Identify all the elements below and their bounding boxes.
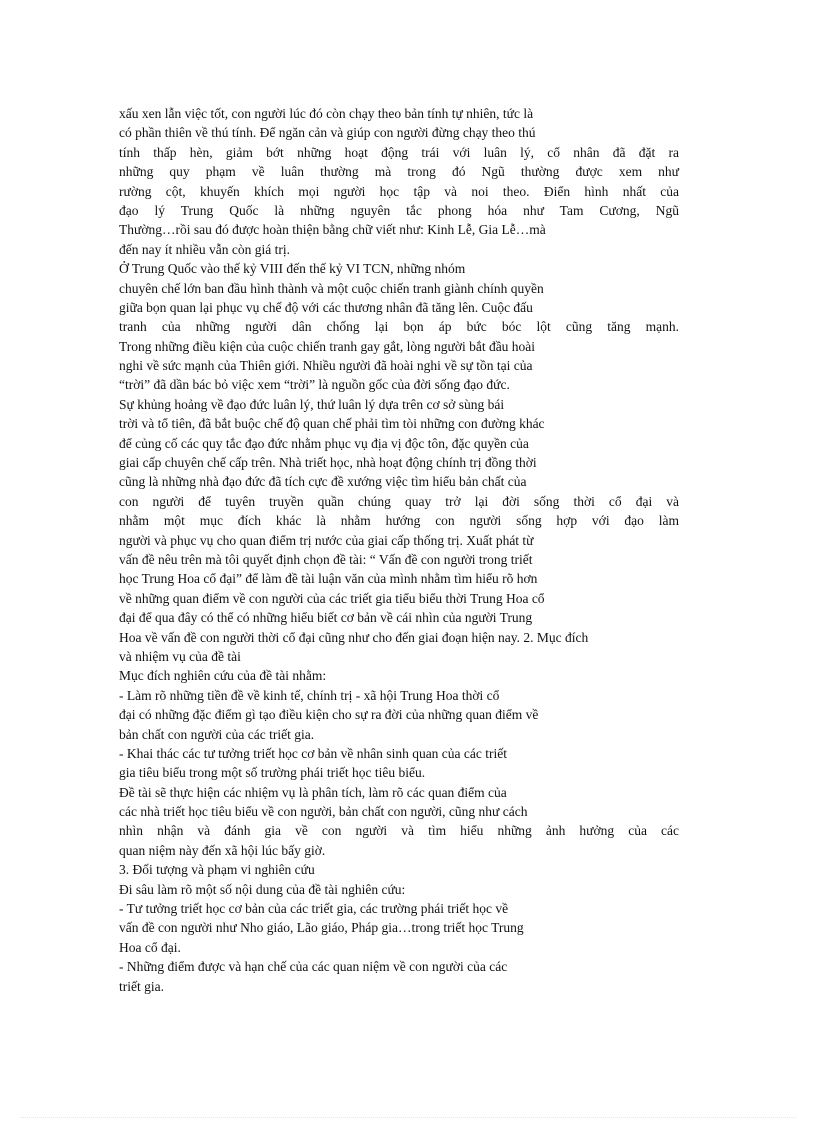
- text-line: vấn đề con người như Nho giáo, Lão giáo, Pháp gia…trong triết học Trung: [119, 920, 524, 936]
- text-line: Mục đích nghiên cứu của đề tài nhằm:: [119, 668, 327, 684]
- text-line: Đi sâu làm rõ một số nội dung của đề tài nghiên cứu:: [119, 881, 406, 897]
- text-line: đến nay ít nhiều vẫn còn giá trị.: [119, 241, 290, 257]
- text-line: đạo lý Trung Quốc là những nguyên tắc phong hóa như Tam Cương, Ngũ: [119, 202, 679, 218]
- page-bottom-divider: [20, 1117, 796, 1118]
- text-line: đại có những đặc điểm gì tạo điều kiện cho sự ra đời của những quan điểm về: [119, 707, 539, 723]
- text-line: học Trung Hoa cổ đại” để làm đề tài luận văn của mình nhằm tìm hiểu rõ hơn: [119, 571, 538, 587]
- text-line: con người để tuyên truyền quần chúng quay trở lại đời sống thời cổ đại và: [119, 493, 679, 509]
- text-line: - Tư tưởng triết học cơ bản của các triết gia, các trường phái triết học về: [119, 901, 509, 917]
- document-body-text: [119, 104, 679, 996]
- text-line: các nhà triết học tiêu biểu về con người, bản chất con người, cũng như cách: [119, 804, 528, 820]
- text-line: cũng là những nhà đạo đức đã tích cực đề xướng việc tìm hiểu bản chất của: [119, 474, 527, 490]
- text-line: về những quan điểm về con người của các triết gia tiểu biểu thời Trung Hoa cổ: [119, 590, 545, 606]
- text-line: “trời” đã dần bác bỏ việc xem “trời” là nguồn gốc của đời sống đạo đức.: [119, 377, 510, 393]
- text-line: Trong những điều kiện của cuộc chiến tranh gay gắt, lòng người bắt đầu hoài: [119, 338, 536, 354]
- text-line: triết gia.: [119, 978, 164, 994]
- text-line: Hoa cổ đại.: [119, 939, 181, 955]
- text-line: Thường…rồi sau đó được hoàn thiện bằng chữ viết như: Kinh Lễ, Gia Lễ…mà: [119, 222, 546, 238]
- text-line: có phần thiên về thú tính. Để ngăn cản và giúp con người đừng chạy theo thú: [119, 125, 536, 141]
- text-line: tính thấp hèn, giảm bớt những hoạt động trái với luân lý, cổ nhân đã đặt ra: [119, 144, 679, 160]
- text-line: trời và tổ tiên, đã bắt buộc chế độ quan chế phải tìm tòi những con đường khác: [119, 416, 545, 432]
- text-line: Đề tài sẽ thực hiện các nhiệm vụ là phân tích, làm rõ các quan điểm của: [119, 784, 507, 800]
- text-line: giữa bọn quan lại phục vụ chế độ với các thương nhân đã tăng lên. Cuộc đấu: [119, 299, 533, 315]
- text-line: giai cấp chuyên chế cấp trên. Nhà triết học, nhà hoạt động chính trị đồng thời: [119, 455, 537, 471]
- text-line: quan niệm này đến xã hội lúc bấy giờ.: [119, 842, 326, 858]
- text-line: đại để qua đây có thể có những hiểu biết cơ bản về cái nhìn của người Trung: [119, 610, 533, 626]
- text-line: - Khai thác các tư tưởng triết học cơ bản về nhân sinh quan của các triết: [119, 745, 508, 761]
- text-line: - Làm rõ những tiền đề về kinh tế, chính trị - xã hội Trung Hoa thời cổ: [119, 687, 500, 703]
- text-line: người và phục vụ cho quan điểm trị nước của giai cấp thống trị. Xuất phát từ: [119, 532, 534, 548]
- text-line: bản chất con người của các triết gia.: [119, 726, 315, 742]
- text-line: gia tiêu biểu trong một số trường phái triết học tiêu biểu.: [119, 765, 426, 781]
- text-line: vấn đề nêu trên mà tôi quyết định chọn đề tài: “ Vấn đề con người trong triết: [119, 551, 533, 567]
- text-line: xấu xen lẫn việc tốt, con người lúc đó còn chạy theo bản tính tự nhiên, tức là: [119, 106, 534, 121]
- text-line: nhìn nhận và đánh gia về con người và tìm hiểu những ảnh hưởng của các: [119, 823, 679, 839]
- text-line: chuyên chế lớn ban đầu hình thành và một cuộc chiến tranh giành chính quyền: [119, 280, 544, 296]
- text-line: những quy phạm về luân thường mà trong đó Ngũ thường được xem như: [119, 164, 679, 180]
- text-line: và nhiệm vụ của đề tài: [119, 648, 241, 664]
- text-line: Sự khủng hoảng về đạo đức luân lý, thứ luân lý dựa trên cơ sở sùng bái: [119, 396, 505, 412]
- text-line: - Những điểm được và hạn chế của các quan niệm về con người của các: [119, 959, 508, 975]
- text-line: Hoa về vấn đề con người thời cổ đại cũng như cho đến giai đoạn hiện nay. 2. Mục đích: [119, 629, 589, 645]
- text-line: 3. Đối tượng và phạm vi nghiên cứu: [119, 862, 315, 878]
- text-line: nghi về sức mạnh của Thiên giới. Nhiều người đã hoài nghi về sự tồn tại của: [119, 358, 533, 374]
- text-line: để củng cố các quy tắc đạo đức nhằm phục vụ địa vị độc tôn, đặc quyền của: [119, 435, 529, 451]
- text-line: nhằm một mục đích khác là nhằm hướng con người sống hợp với đạo làm: [119, 513, 679, 529]
- text-line: rường cột, khuyến khích mọi người học tập và noi theo. Điển hình nhất của: [119, 183, 679, 199]
- text-line: tranh của những người dân chống lại bọn áp bức bóc lột cũng tăng mạnh.: [119, 319, 679, 335]
- text-line: Ở Trung Quốc vào thế kỷ VIII đến thế kỷ VI TCN, những nhóm: [119, 261, 466, 277]
